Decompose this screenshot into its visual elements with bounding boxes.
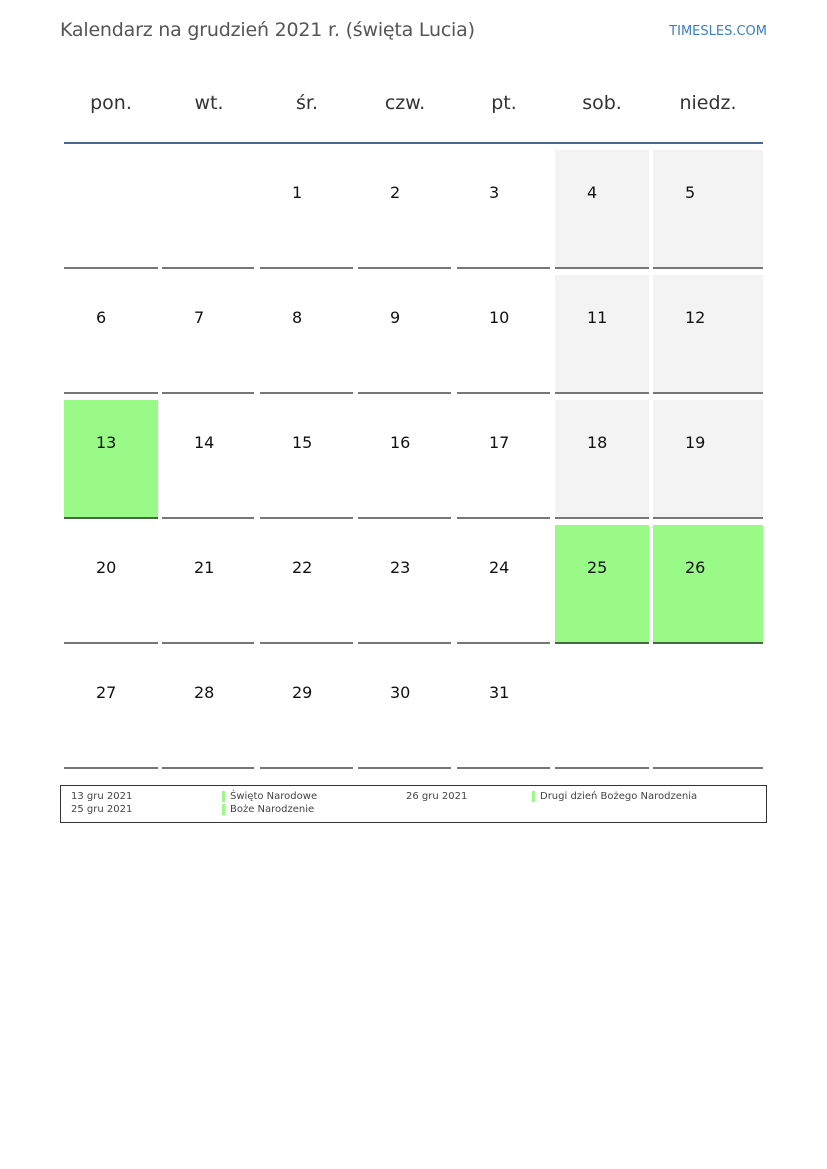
weekday-fri: pt. — [491, 92, 517, 114]
day-number: 11 — [587, 308, 608, 327]
day-number: 2 — [390, 183, 401, 202]
day-cell — [555, 275, 649, 394]
day-number: 16 — [390, 433, 411, 452]
day-number: 19 — [685, 433, 706, 452]
day-number: 6 — [96, 308, 107, 327]
weekday-mon: pon. — [90, 92, 132, 114]
day-cell — [260, 525, 353, 644]
day-cell — [555, 525, 649, 644]
day-number: 3 — [489, 183, 500, 202]
day-cell — [260, 650, 353, 769]
day-cell — [457, 650, 550, 769]
weekday-wed: śr. — [295, 92, 318, 114]
day-number: 21 — [194, 558, 215, 577]
day-cell — [162, 525, 254, 644]
day-number: 13 — [96, 433, 117, 452]
day-cell — [358, 400, 451, 519]
day-cell — [653, 400, 763, 519]
day-cell — [653, 525, 763, 644]
day-number: 7 — [194, 308, 205, 327]
day-number: 22 — [292, 558, 313, 577]
legend-date: 25 gru 2021 — [71, 804, 133, 815]
day-cell — [64, 400, 158, 519]
day-cell — [457, 150, 550, 269]
weekday-sat: sob. — [582, 92, 622, 114]
weekday-tue: wt. — [194, 92, 224, 114]
day-cell — [653, 275, 763, 394]
day-cell — [457, 525, 550, 644]
day-number: 28 — [194, 683, 215, 702]
day-number: 14 — [194, 433, 215, 452]
legend-holiday-name: Święto Narodowe — [230, 791, 318, 802]
day-number: 17 — [489, 433, 510, 452]
day-number: 1 — [292, 183, 303, 202]
day-cell — [555, 150, 649, 269]
day-number: 24 — [489, 558, 510, 577]
legend-date: 13 gru 2021 — [71, 791, 133, 802]
legend-holiday-name: Boże Narodzenie — [230, 804, 315, 815]
page-title: Kalendarz na grudzień 2021 r. (święta Lucia) — [60, 19, 475, 41]
day-number: 26 — [685, 558, 706, 577]
empty-cell — [64, 150, 158, 269]
day-cell — [260, 150, 353, 269]
day-cell — [64, 650, 158, 769]
day-cell — [64, 275, 158, 394]
day-number: 12 — [685, 308, 706, 327]
day-cell — [358, 650, 451, 769]
day-cell — [358, 150, 451, 269]
weekday-thu: czw. — [384, 92, 426, 114]
day-number: 30 — [390, 683, 411, 702]
day-number: 9 — [390, 308, 401, 327]
day-cell — [555, 400, 649, 519]
day-number: 20 — [96, 558, 117, 577]
day-number: 5 — [685, 183, 696, 202]
legend-color-swatch — [222, 791, 225, 802]
day-cell — [653, 150, 763, 269]
day-cell — [162, 400, 254, 519]
legend-date: 26 gru 2021 — [406, 791, 468, 802]
weekday-sun: niedz. — [679, 92, 737, 114]
day-number: 8 — [292, 308, 303, 327]
empty-cell — [555, 650, 649, 769]
header-rule — [64, 142, 763, 144]
day-cell — [358, 275, 451, 394]
day-number: 4 — [587, 183, 598, 202]
empty-cell — [653, 650, 763, 769]
day-number: 27 — [96, 683, 117, 702]
day-number: 23 — [390, 558, 411, 577]
legend-color-swatch — [532, 791, 535, 802]
day-number: 15 — [292, 433, 313, 452]
legend-color-swatch — [222, 804, 225, 815]
day-number: 18 — [587, 433, 608, 452]
day-cell — [162, 650, 254, 769]
day-cell — [162, 275, 254, 394]
legend-holiday-name: Drugi dzień Bożego Narodzenia — [540, 791, 698, 802]
day-number: 29 — [292, 683, 313, 702]
day-number: 25 — [587, 558, 608, 577]
day-cell — [457, 400, 550, 519]
day-cell — [260, 275, 353, 394]
legend — [60, 785, 767, 823]
day-cell — [64, 525, 158, 644]
day-number: 10 — [489, 308, 510, 327]
day-number: 31 — [489, 683, 510, 702]
empty-cell — [162, 150, 254, 269]
weekday-header — [60, 92, 767, 116]
day-cell — [260, 400, 353, 519]
day-cell — [358, 525, 451, 644]
day-cell — [457, 275, 550, 394]
brand-link[interactable]: TIMESLES.COM — [669, 24, 767, 39]
